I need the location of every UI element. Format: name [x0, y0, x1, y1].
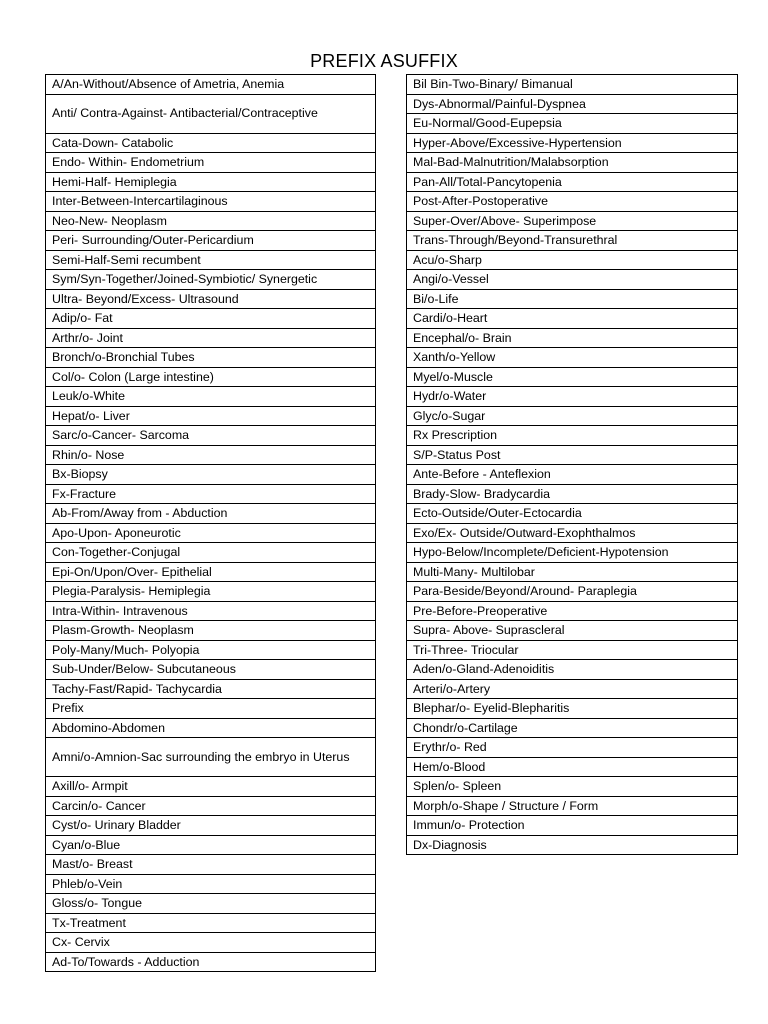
table-row: [46, 270, 376, 290]
term-cell: Mast/o- Breast: [46, 855, 376, 875]
term-cell: Mal-Bad-Malnutrition/Malabsorption: [407, 153, 738, 173]
term-cell: Ecto-Outside/Outer-Ectocardia: [407, 504, 738, 524]
table-row: [407, 94, 738, 114]
table-row: [407, 426, 738, 446]
table-row: [46, 562, 376, 582]
term-cell: Rx Prescription: [407, 426, 738, 446]
table-row: [407, 192, 738, 212]
term-cell: Exo/Ex- Outside/Outward-Exophthalmos: [407, 523, 738, 543]
table-row: [407, 406, 738, 426]
table-row: [407, 309, 738, 329]
table-row: [407, 777, 738, 797]
table-row: [407, 738, 738, 758]
table-row: [407, 523, 738, 543]
term-cell: Plegia-Paralysis- Hemiplegia: [46, 582, 376, 602]
table-row: [407, 640, 738, 660]
term-cell: Eu-Normal/Good-Eupepsia: [407, 114, 738, 134]
term-cell: Bil Bin-Two-Binary/ Bimanual: [407, 75, 738, 95]
table-row: [407, 796, 738, 816]
table-row: [46, 621, 376, 641]
table-row: [407, 75, 738, 95]
table-row: [407, 621, 738, 641]
term-cell: Cx- Cervix: [46, 933, 376, 953]
table-row: [407, 543, 738, 563]
table-row: [407, 270, 738, 290]
term-cell: Hemi-Half- Hemiplegia: [46, 172, 376, 192]
table-row: [46, 660, 376, 680]
table-row: [46, 933, 376, 953]
term-cell: Pre-Before-Preoperative: [407, 601, 738, 621]
term-cell: Para-Beside/Beyond/Around- Paraplegia: [407, 582, 738, 602]
table-row: [46, 309, 376, 329]
term-cell: Xanth/o-Yellow: [407, 348, 738, 368]
term-cell: Arteri/o-Artery: [407, 679, 738, 699]
term-cell: Epi-On/Upon/Over- Epithelial: [46, 562, 376, 582]
term-cell: Erythr/o- Red: [407, 738, 738, 758]
term-cell: Hem/o-Blood: [407, 757, 738, 777]
term-cell: Dx-Diagnosis: [407, 835, 738, 855]
table-row: [407, 465, 738, 485]
term-cell: Myel/o-Muscle: [407, 367, 738, 387]
right-term-table: [406, 74, 738, 855]
table-row: [46, 543, 376, 563]
table-row: [46, 718, 376, 738]
table-row: [407, 601, 738, 621]
table-row: [407, 835, 738, 855]
table-row: [46, 75, 376, 95]
term-cell: Post-After-Postoperative: [407, 192, 738, 212]
table-row: [46, 328, 376, 348]
table-row: [407, 114, 738, 134]
term-cell: Plasm-Growth- Neoplasm: [46, 621, 376, 641]
term-cell: Con-Together-Conjugal: [46, 543, 376, 563]
table-row: [407, 699, 738, 719]
term-cell: Sub-Under/Below- Subcutaneous: [46, 660, 376, 680]
term-cell: Adip/o- Fat: [46, 309, 376, 329]
table-row: [46, 913, 376, 933]
table-row: [407, 328, 738, 348]
table-row: [407, 679, 738, 699]
table-row: [46, 855, 376, 875]
table-row: [46, 348, 376, 368]
term-cell: Gloss/o- Tongue: [46, 894, 376, 914]
term-cell: Ante-Before - Anteflexion: [407, 465, 738, 485]
term-cell: Sym/Syn-Together/Joined-Symbiotic/ Synergetic: [46, 270, 376, 290]
table-row: [407, 445, 738, 465]
table-row: [407, 172, 738, 192]
term-cell: Poly-Many/Much- Polyopia: [46, 640, 376, 660]
table-row: [46, 211, 376, 231]
table-row: [46, 406, 376, 426]
term-cell: Glyc/o-Sugar: [407, 406, 738, 426]
table-row: [46, 289, 376, 309]
term-cell: Hypo-Below/Incomplete/Deficient-Hypotension: [407, 543, 738, 563]
term-cell: A/An-Without/Absence of Ametria, Anemia: [46, 75, 376, 95]
left-term-table: [45, 74, 376, 972]
table-row: [46, 874, 376, 894]
term-cell: Tri-Three- Triocular: [407, 640, 738, 660]
table-row: [46, 601, 376, 621]
term-cell: Cardi/o-Heart: [407, 309, 738, 329]
table-row: [46, 367, 376, 387]
page-title: PREFIX ASUFFIX: [310, 51, 458, 71]
table-row: [407, 387, 738, 407]
table-row: [46, 679, 376, 699]
term-cell: S/P-Status Post: [407, 445, 738, 465]
table-row: [46, 153, 376, 173]
term-cell: Peri- Surrounding/Outer-Pericardium: [46, 231, 376, 251]
table-row: [46, 640, 376, 660]
term-cell: Bronch/o-Bronchial Tubes: [46, 348, 376, 368]
table-row: [46, 484, 376, 504]
table-row: [407, 250, 738, 270]
term-cell: Ad-To/Towards - Adduction: [46, 952, 376, 972]
term-cell: Abdomino-Abdomen: [46, 718, 376, 738]
term-cell: Cyst/o- Urinary Bladder: [46, 816, 376, 836]
term-cell: Bi/o-Life: [407, 289, 738, 309]
table-row: [46, 465, 376, 485]
table-row: [46, 426, 376, 446]
term-cell: Fx-Fracture: [46, 484, 376, 504]
term-cell: Rhin/o- Nose: [46, 445, 376, 465]
term-cell: Brady-Slow- Bradycardia: [407, 484, 738, 504]
term-cell: Splen/o- Spleen: [407, 777, 738, 797]
table-row: [46, 133, 376, 153]
table-row: [46, 504, 376, 524]
term-cell: Dys-Abnormal/Painful-Dyspnea: [407, 94, 738, 114]
term-cell: Anti/ Contra-Against- Antibacterial/Contraceptive: [46, 94, 376, 133]
table-row: [407, 153, 738, 173]
table-row: [407, 289, 738, 309]
table-row: [407, 367, 738, 387]
term-cell: Endo- Within- Endometrium: [46, 153, 376, 173]
table-row: [407, 660, 738, 680]
table-row: [46, 387, 376, 407]
table-row: [407, 757, 738, 777]
term-cell: Supra- Above- Suprascleral: [407, 621, 738, 641]
table-row: [407, 211, 738, 231]
term-cell: Axill/o- Armpit: [46, 777, 376, 797]
term-cell: Carcin/o- Cancer: [46, 796, 376, 816]
term-cell: Multi-Many- Multilobar: [407, 562, 738, 582]
table-row: [407, 484, 738, 504]
table-row: [46, 699, 376, 719]
table-row: [46, 777, 376, 797]
term-cell: Intra-Within- Intravenous: [46, 601, 376, 621]
table-row: [46, 835, 376, 855]
table-row: [46, 445, 376, 465]
term-cell: Cata-Down- Catabolic: [46, 133, 376, 153]
term-cell: Hyper-Above/Excessive-Hypertension: [407, 133, 738, 153]
term-cell: Cyan/o-Blue: [46, 835, 376, 855]
term-cell: Amni/o-Amnion-Sac surrounding the embryo in Uterus: [46, 738, 376, 777]
term-cell: Super-Over/Above- Superimpose: [407, 211, 738, 231]
term-cell: Inter-Between-Intercartilaginous: [46, 192, 376, 212]
term-cell: Hydr/o-Water: [407, 387, 738, 407]
table-row: [46, 94, 376, 133]
table-row: [407, 816, 738, 836]
term-cell: Trans-Through/Beyond-Transurethral: [407, 231, 738, 251]
term-cell: Col/o- Colon (Large intestine): [46, 367, 376, 387]
table-row: [407, 718, 738, 738]
table-row: [407, 348, 738, 368]
table-row: [46, 192, 376, 212]
table-row: [46, 250, 376, 270]
term-cell: Semi-Half-Semi recumbent: [46, 250, 376, 270]
term-cell: Ab-From/Away from - Abduction: [46, 504, 376, 524]
term-cell: Tachy-Fast/Rapid- Tachycardia: [46, 679, 376, 699]
term-cell: Encephal/o- Brain: [407, 328, 738, 348]
term-cell: Neo-New- Neoplasm: [46, 211, 376, 231]
table-row: [407, 562, 738, 582]
table-row: [46, 738, 376, 777]
term-cell: Blephar/o- Eyelid-Blepharitis: [407, 699, 738, 719]
table-row: [407, 133, 738, 153]
table-row: [46, 816, 376, 836]
term-cell: Bx-Biopsy: [46, 465, 376, 485]
term-cell: Sarc/o-Cancer- Sarcoma: [46, 426, 376, 446]
term-cell: Morph/o-Shape / Structure / Form: [407, 796, 738, 816]
table-row: [46, 894, 376, 914]
table-row: [46, 582, 376, 602]
term-cell: Angi/o-Vessel: [407, 270, 738, 290]
term-cell: Arthr/o- Joint: [46, 328, 376, 348]
table-row: [407, 504, 738, 524]
table-row: [46, 523, 376, 543]
term-cell: Chondr/o-Cartilage: [407, 718, 738, 738]
term-cell: Leuk/o-White: [46, 387, 376, 407]
term-cell: Hepat/o- Liver: [46, 406, 376, 426]
term-cell: Phleb/o-Vein: [46, 874, 376, 894]
table-row: [46, 172, 376, 192]
table-row: [407, 231, 738, 251]
term-cell: Prefix: [46, 699, 376, 719]
term-cell: Pan-All/Total-Pancytopenia: [407, 172, 738, 192]
term-cell: Acu/o-Sharp: [407, 250, 738, 270]
table-row: [46, 231, 376, 251]
term-cell: Immun/o- Protection: [407, 816, 738, 836]
table-row: [46, 796, 376, 816]
table-row: [407, 582, 738, 602]
term-cell: Apo-Upon- Aponeurotic: [46, 523, 376, 543]
term-cell: Tx-Treatment: [46, 913, 376, 933]
term-cell: Ultra- Beyond/Excess- Ultrasound: [46, 289, 376, 309]
table-row: [46, 952, 376, 972]
term-cell: Aden/o-Gland-Adenoiditis: [407, 660, 738, 680]
